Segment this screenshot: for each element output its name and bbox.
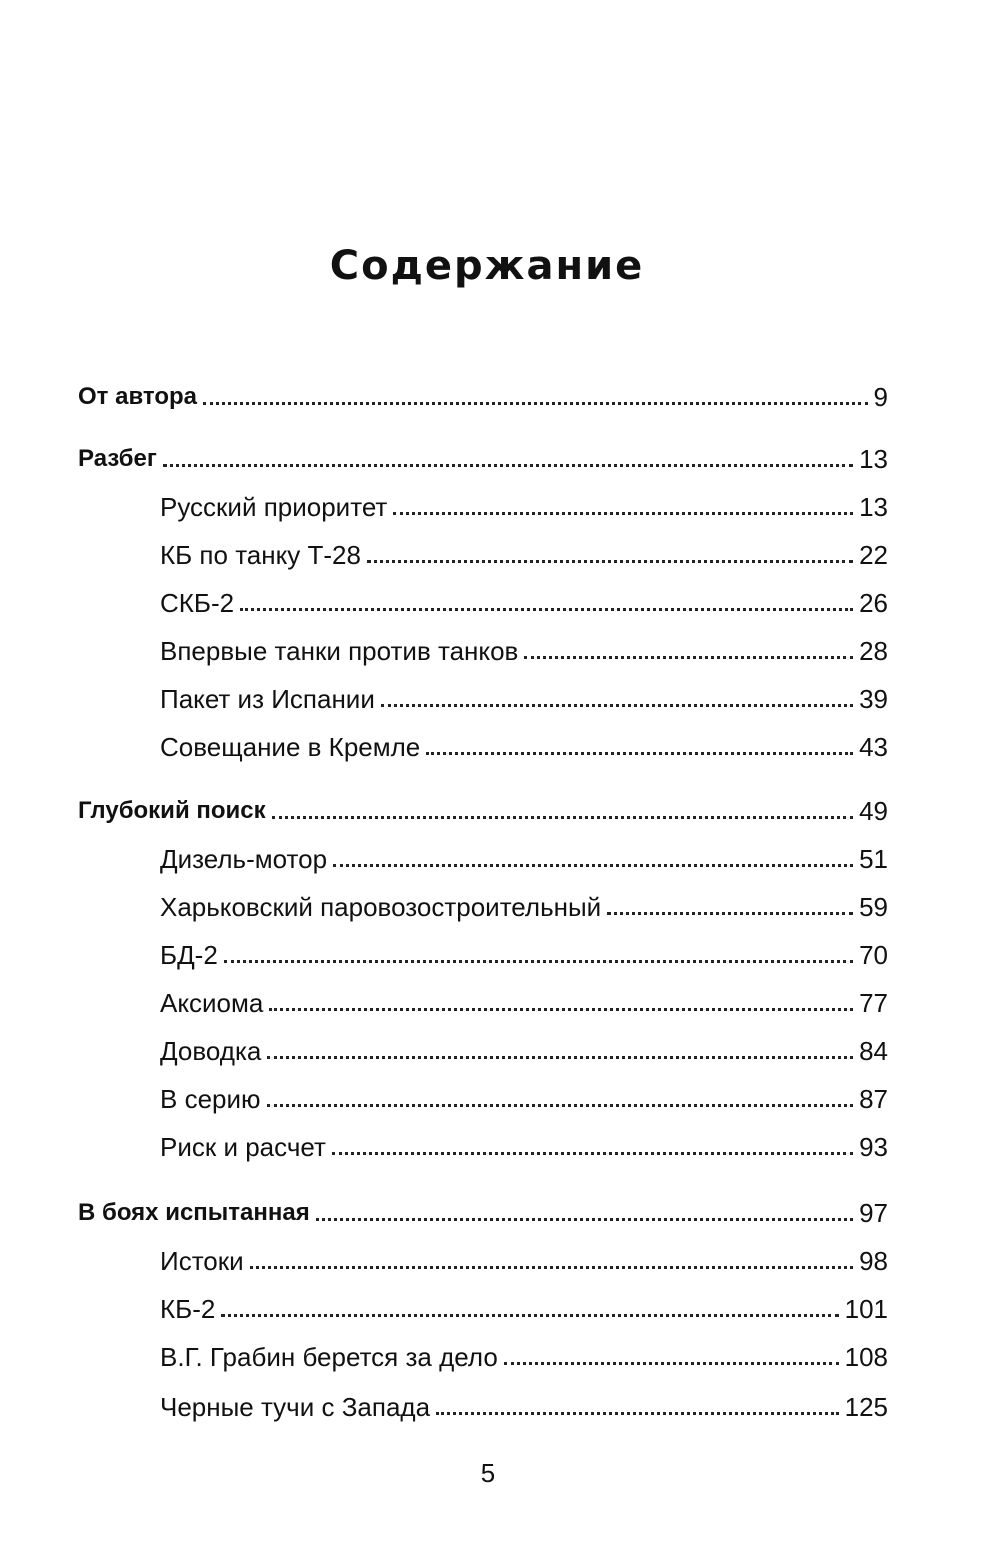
toc-entry-page: 13 [859, 492, 888, 522]
dot-leader [436, 1412, 839, 1415]
dot-leader [607, 912, 853, 915]
toc-entry [160, 1242, 888, 1276]
toc-entry-page: 13 [859, 444, 888, 474]
toc-entry [160, 1338, 888, 1372]
toc-entry-page: 51 [859, 844, 888, 874]
toc-entry-page: 22 [859, 540, 888, 570]
toc-entry-label: Пакет из Испании [160, 684, 375, 714]
dot-leader [524, 656, 853, 659]
dot-leader [221, 1314, 838, 1317]
toc-entry-label: Совещание в Кремле [160, 732, 421, 762]
toc-entry-page: 125 [844, 1392, 888, 1422]
toc-entry-page: 9 [873, 382, 888, 412]
toc-entry-label: В.Г. Грабин берется за дело [160, 1342, 498, 1372]
toc-entry-page: 98 [859, 1246, 888, 1276]
dot-leader [316, 1218, 853, 1221]
toc-entry-label: КБ-2 [160, 1294, 216, 1324]
toc-entry-page: 26 [859, 588, 888, 618]
toc-entry [160, 584, 888, 618]
toc-entry-label: Черные тучи с Запада [160, 1392, 431, 1422]
dot-leader [267, 1056, 853, 1059]
toc-entry [160, 1128, 888, 1162]
toc-entry-label: Впервые танки против танков [160, 636, 519, 666]
dot-leader [272, 816, 853, 819]
toc-entry [160, 1290, 888, 1324]
toc-entry-label: Риск и расчет [160, 1132, 326, 1162]
toc-entry [160, 936, 888, 970]
dot-leader [163, 464, 853, 467]
toc-entry-label: КБ по танку Т-28 [160, 540, 361, 570]
toc-entry-page: 77 [859, 988, 888, 1018]
toc-entry [160, 888, 888, 922]
toc-entry-page: 28 [859, 636, 888, 666]
toc-entry-label: Глубокий поиск [78, 797, 266, 824]
toc-entry [160, 840, 888, 874]
toc-entry [160, 1032, 888, 1066]
toc-entry-page: 70 [859, 940, 888, 970]
dot-leader [224, 960, 853, 963]
dot-leader [269, 1008, 853, 1011]
toc-entry [78, 378, 888, 412]
dot-leader [240, 608, 853, 611]
toc-entry [78, 440, 888, 474]
toc-entry [160, 728, 888, 762]
toc-entry-label: Дизель-мотор [160, 844, 328, 874]
toc-entry [160, 632, 888, 666]
toc-entry-page: 101 [844, 1294, 888, 1324]
toc-entry [160, 536, 888, 570]
toc-entry [160, 1388, 888, 1422]
toc-entry-label: Аксиома [160, 988, 264, 1018]
dot-leader [333, 864, 853, 867]
toc-entry-label: Доводка [160, 1036, 262, 1066]
toc-entry-page: 108 [844, 1342, 888, 1372]
toc-entry-page: 59 [859, 892, 888, 922]
toc-entry-label: Харьковский паровозостроительный [160, 892, 602, 922]
dot-leader [504, 1362, 839, 1365]
toc-entry-page: 97 [859, 1198, 888, 1228]
toc-entry-page: 43 [859, 732, 888, 762]
dot-leader [393, 512, 853, 515]
dot-leader [250, 1266, 853, 1269]
toc-entry [160, 984, 888, 1018]
dot-leader [367, 560, 853, 563]
dot-leader [267, 1104, 854, 1107]
toc-entry-label: СКБ-2 [160, 588, 235, 618]
toc-entry [160, 1080, 888, 1114]
toc-entry-label: Истоки [160, 1246, 244, 1276]
page-number: 5 [480, 1458, 496, 1488]
toc-entry-page: 87 [859, 1084, 888, 1114]
dot-leader [332, 1152, 853, 1155]
toc-entry-label: От автора [78, 383, 197, 410]
toc-entry [160, 680, 888, 714]
toc-entry-page: 39 [859, 684, 888, 714]
toc-entry-page: 49 [859, 796, 888, 826]
toc-entry-label: БД-2 [160, 940, 218, 970]
toc-entry [160, 488, 888, 522]
toc-entry-page: 93 [859, 1132, 888, 1162]
dot-leader [426, 752, 853, 755]
toc-entry-label: В серию [160, 1084, 261, 1114]
page-title: Содержание [329, 243, 645, 289]
dot-leader [381, 704, 853, 707]
toc-entry [78, 792, 888, 826]
dot-leader [203, 402, 868, 405]
toc-entry-label: Русский приоритет [160, 492, 388, 522]
toc-entry-page: 84 [859, 1036, 888, 1066]
toc-entry-label: Разбег [78, 445, 157, 472]
toc-entry [78, 1194, 888, 1228]
toc-entry-label: В боях испытанная [78, 1199, 310, 1226]
